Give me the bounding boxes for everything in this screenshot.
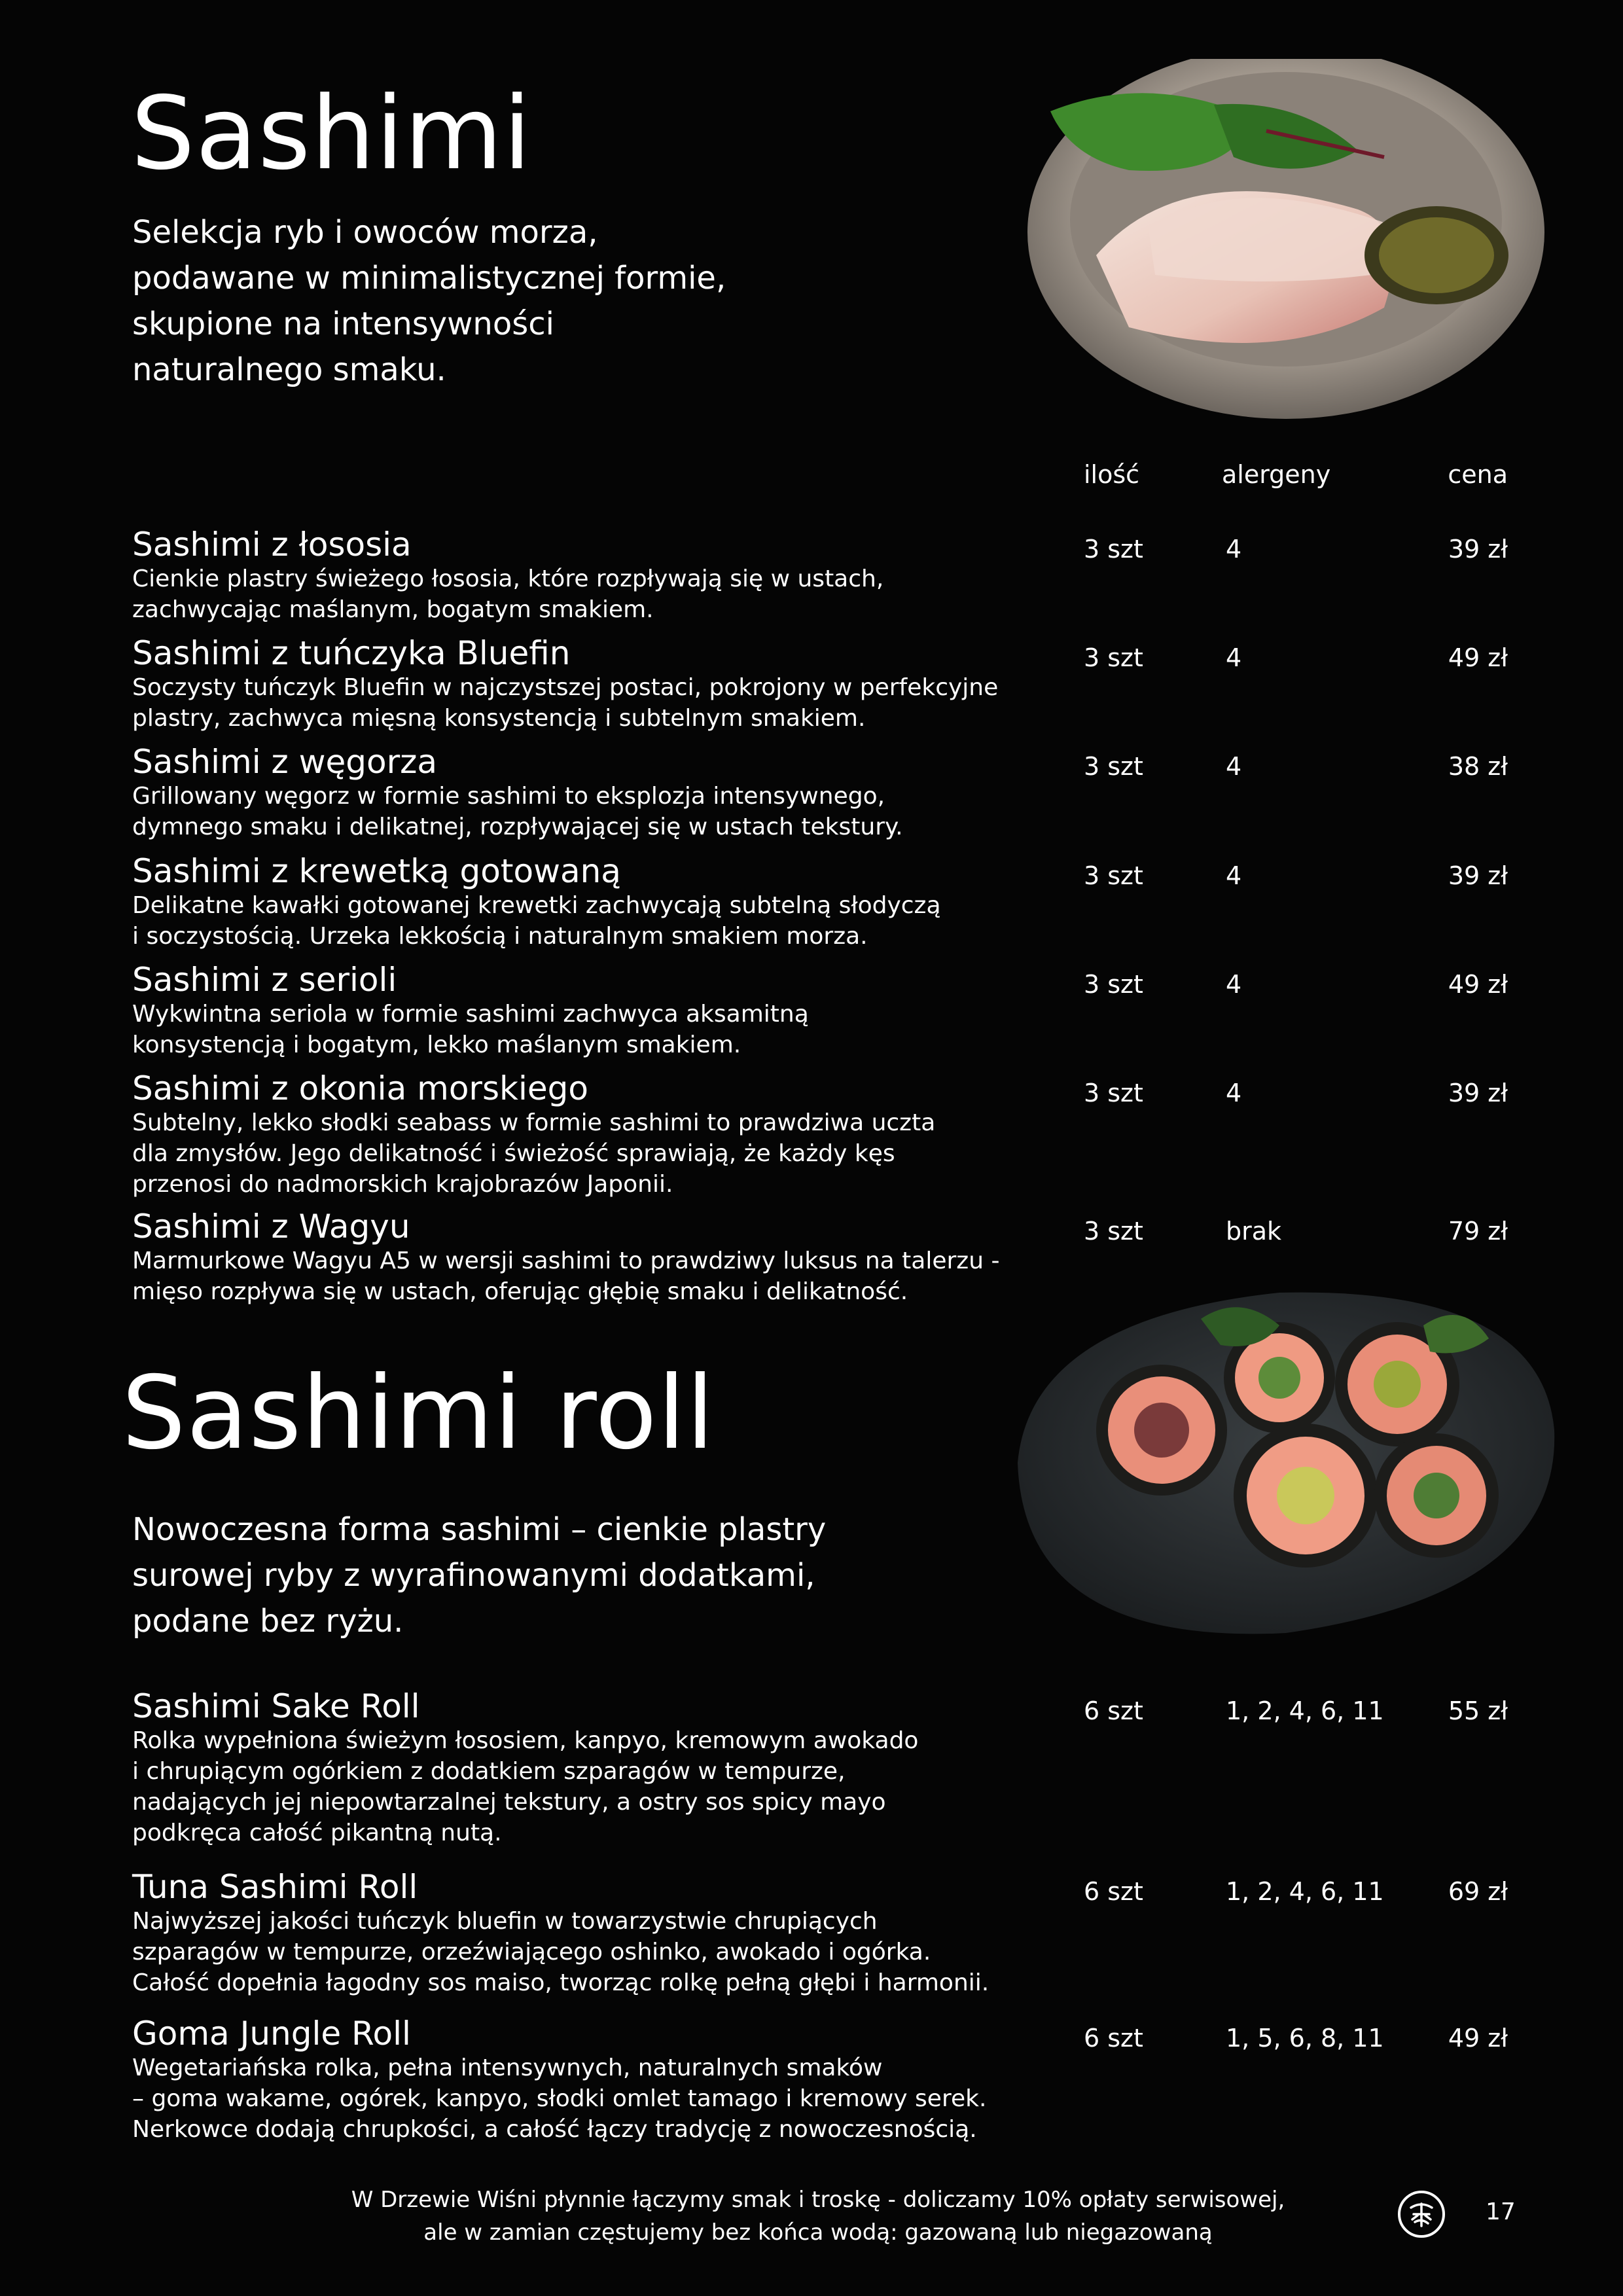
menu-item-price: 39 zł [1448,535,1508,564]
menu-item-description: Delikatne kawałki gotowanej krewetki zachwycają subtelną słodyczą i soczystością. Urzeka lekkością i naturalnym smakiem morza. [132,892,941,950]
section-title-sashimi: Sashimi [131,75,532,192]
column-header-price: cena [1448,460,1508,489]
menu-item-name: Sashimi z tuńczyka Bluefin [132,634,571,672]
menu-item-allergens: 4 [1226,861,1242,890]
menu-item-allergens: 4 [1226,1079,1242,1107]
menu-item-description: Wegetariańska rolka, pełna intensywnych, naturalnych smaków – goma wakame, ogórek, kanpyo, słodki omlet tamago i kremowy serek. Nerkowce dodają chrupkości, a całość łączy tradycję z nowoczesnością. [132,2054,987,2143]
menu-item [132,634,1081,734]
menu-item-price: 49 zł [1448,643,1508,672]
menu-item-qty: 3 szt [1084,643,1143,672]
footer-note: W Drzewie Wiśni płynnie łączymy smak i troskę - doliczamy 10% opłaty serwisowej, ale w zamian częstujemy bez końca wodą: gazowaną lub niegazowaną [351,2187,1285,2246]
menu-item [132,743,1081,842]
menu-item-price: 79 zł [1448,1217,1508,1246]
menu-item-price: 49 zł [1448,2024,1508,2053]
menu-item-name: Sashimi z serioli [132,961,397,999]
sashimi-bowl-photo [1018,59,1554,425]
menu-item-qty: 6 szt [1084,1696,1143,1725]
menu-item-name: Sashimi z krewetką gotowaną [132,852,621,890]
menu-item-name: Sashimi z Wagyu [132,1208,410,1246]
menu-item-description: Najwyższej jakości tuńczyk bluefin w towarzystwie chrupiących szparagów w tempurze, orzeźwiającego oshinko, awokado i ogórka. Całość dopełnia łagodny sos maiso, tworząc rolkę pełną głębi i harmonii. [132,1908,990,1996]
menu-item-name: Sashimi z łososia [132,526,412,564]
menu-item-allergens: 1, 5, 6, 8, 11 [1226,2024,1384,2053]
menu-item-qty: 3 szt [1084,1079,1143,1107]
menu-item [132,2015,1081,2145]
menu-item-qty: 3 szt [1084,1217,1143,1246]
menu-item-qty: 3 szt [1084,535,1143,564]
menu-item-qty: 3 szt [1084,752,1143,781]
menu-item [132,526,1081,625]
menu-item-price: 49 zł [1448,970,1508,999]
menu-item-allergens: 4 [1226,752,1242,781]
menu-item-name: Tuna Sashimi Roll [132,1868,418,1906]
menu-item-qty: 3 szt [1084,970,1143,999]
menu-item-allergens: 1, 2, 4, 6, 11 [1226,1696,1384,1725]
menu-item-description: Rolka wypełniona świeżym łososiem, kanpyo, kremowym awokado i chrupiącym ogórkiem z dodatkiem szparagów w tempurze, nadających jej niepowtarzalnej tekstury, a ostry sos spicy mayo podkręca całość pikantną nutą. [132,1727,919,1846]
menu-item-price: 55 zł [1448,1696,1508,1725]
menu-item [132,961,1081,1060]
menu-item-allergens: 4 [1226,535,1242,564]
menu-item-name: Sashimi z okonia morskiego [132,1069,588,1107]
menu-item-description: Soczysty tuńczyk Bluefin w najczystszej postaci, pokrojony w perfekcyjne plastry, zachwyca mięsną konsystencją i subtelnym smakiem. [132,674,999,732]
menu-item-description: Marmurkowe Wagyu A5 w wersji sashimi to prawdziwy luksus na talerzu - mięso rozpływa się w ustach, oferując głębię smaku i delikatność. [132,1247,1000,1305]
menu-item-qty: 6 szt [1084,2024,1143,2053]
menu-item-name: Sashimi Sake Roll [132,1687,420,1725]
restaurant-logo-icon [1397,2189,1446,2239]
column-header-allergens: alergeny [1222,460,1331,489]
menu-item-description: Subtelny, lekko słodki seabass w formie sashimi to prawdziwa uczta dla zmysłów. Jego delikatność i świeżość sprawiają, że każdy kęs przenosi do nadmorskich krajobrazów Japonii. [132,1109,936,1198]
section-intro-sashimi-roll: Nowoczesna forma sashimi – cienkie plastry surowej ryby z wyrafinowanymi dodatkami, podane bez ryżu. [132,1511,827,1640]
menu-item [132,1868,1081,1998]
menu-item [132,852,1081,952]
menu-item-qty: 6 szt [1084,1877,1143,1906]
menu-item [132,1069,1081,1200]
menu-item [132,1687,1081,1848]
menu-item-name: Sashimi z węgorza [132,743,438,781]
menu-item-allergens: 4 [1226,970,1242,999]
section-intro-sashimi: Selekcja ryb i owoców morza, podawane w minimalistycznej formie, skupione na intensywności naturalnego smaku. [132,214,726,388]
menu-item-qty: 3 szt [1084,861,1143,890]
menu-item-allergens: 4 [1226,643,1242,672]
menu-item-price: 38 zł [1448,752,1508,781]
menu-item-description: Cienkie plastry świeżego łososia, które rozpływają się w ustach, zachwycając maślanym, bogatym smakiem. [132,565,884,623]
menu-item [132,1208,1081,1307]
menu-item-description: Grillowany węgorz w formie sashimi to eksplozja intensywnego, dymnego smaku i delikatnej, rozpływającej się w ustach tekstury. [132,783,903,840]
menu-item-allergens: brak [1226,1217,1282,1246]
section-title-sashimi-roll: Sashimi roll [122,1355,715,1472]
menu-item-price: 39 zł [1448,861,1508,890]
column-header-qty: ilość [1084,460,1140,489]
menu-item-allergens: 1, 2, 4, 6, 11 [1226,1877,1384,1906]
sashimi-roll-plate-photo [1005,1280,1561,1646]
menu-item-description: Wykwintna seriola w formie sashimi zachwyca aksamitną konsystencją i bogatym, lekko maślanym smakiem. [132,1001,809,1058]
menu-item-price: 69 zł [1448,1877,1508,1906]
menu-item-name: Goma Jungle Roll [132,2015,411,2053]
menu-item-price: 39 zł [1448,1079,1508,1107]
page-number: 17 [1486,2198,1516,2225]
